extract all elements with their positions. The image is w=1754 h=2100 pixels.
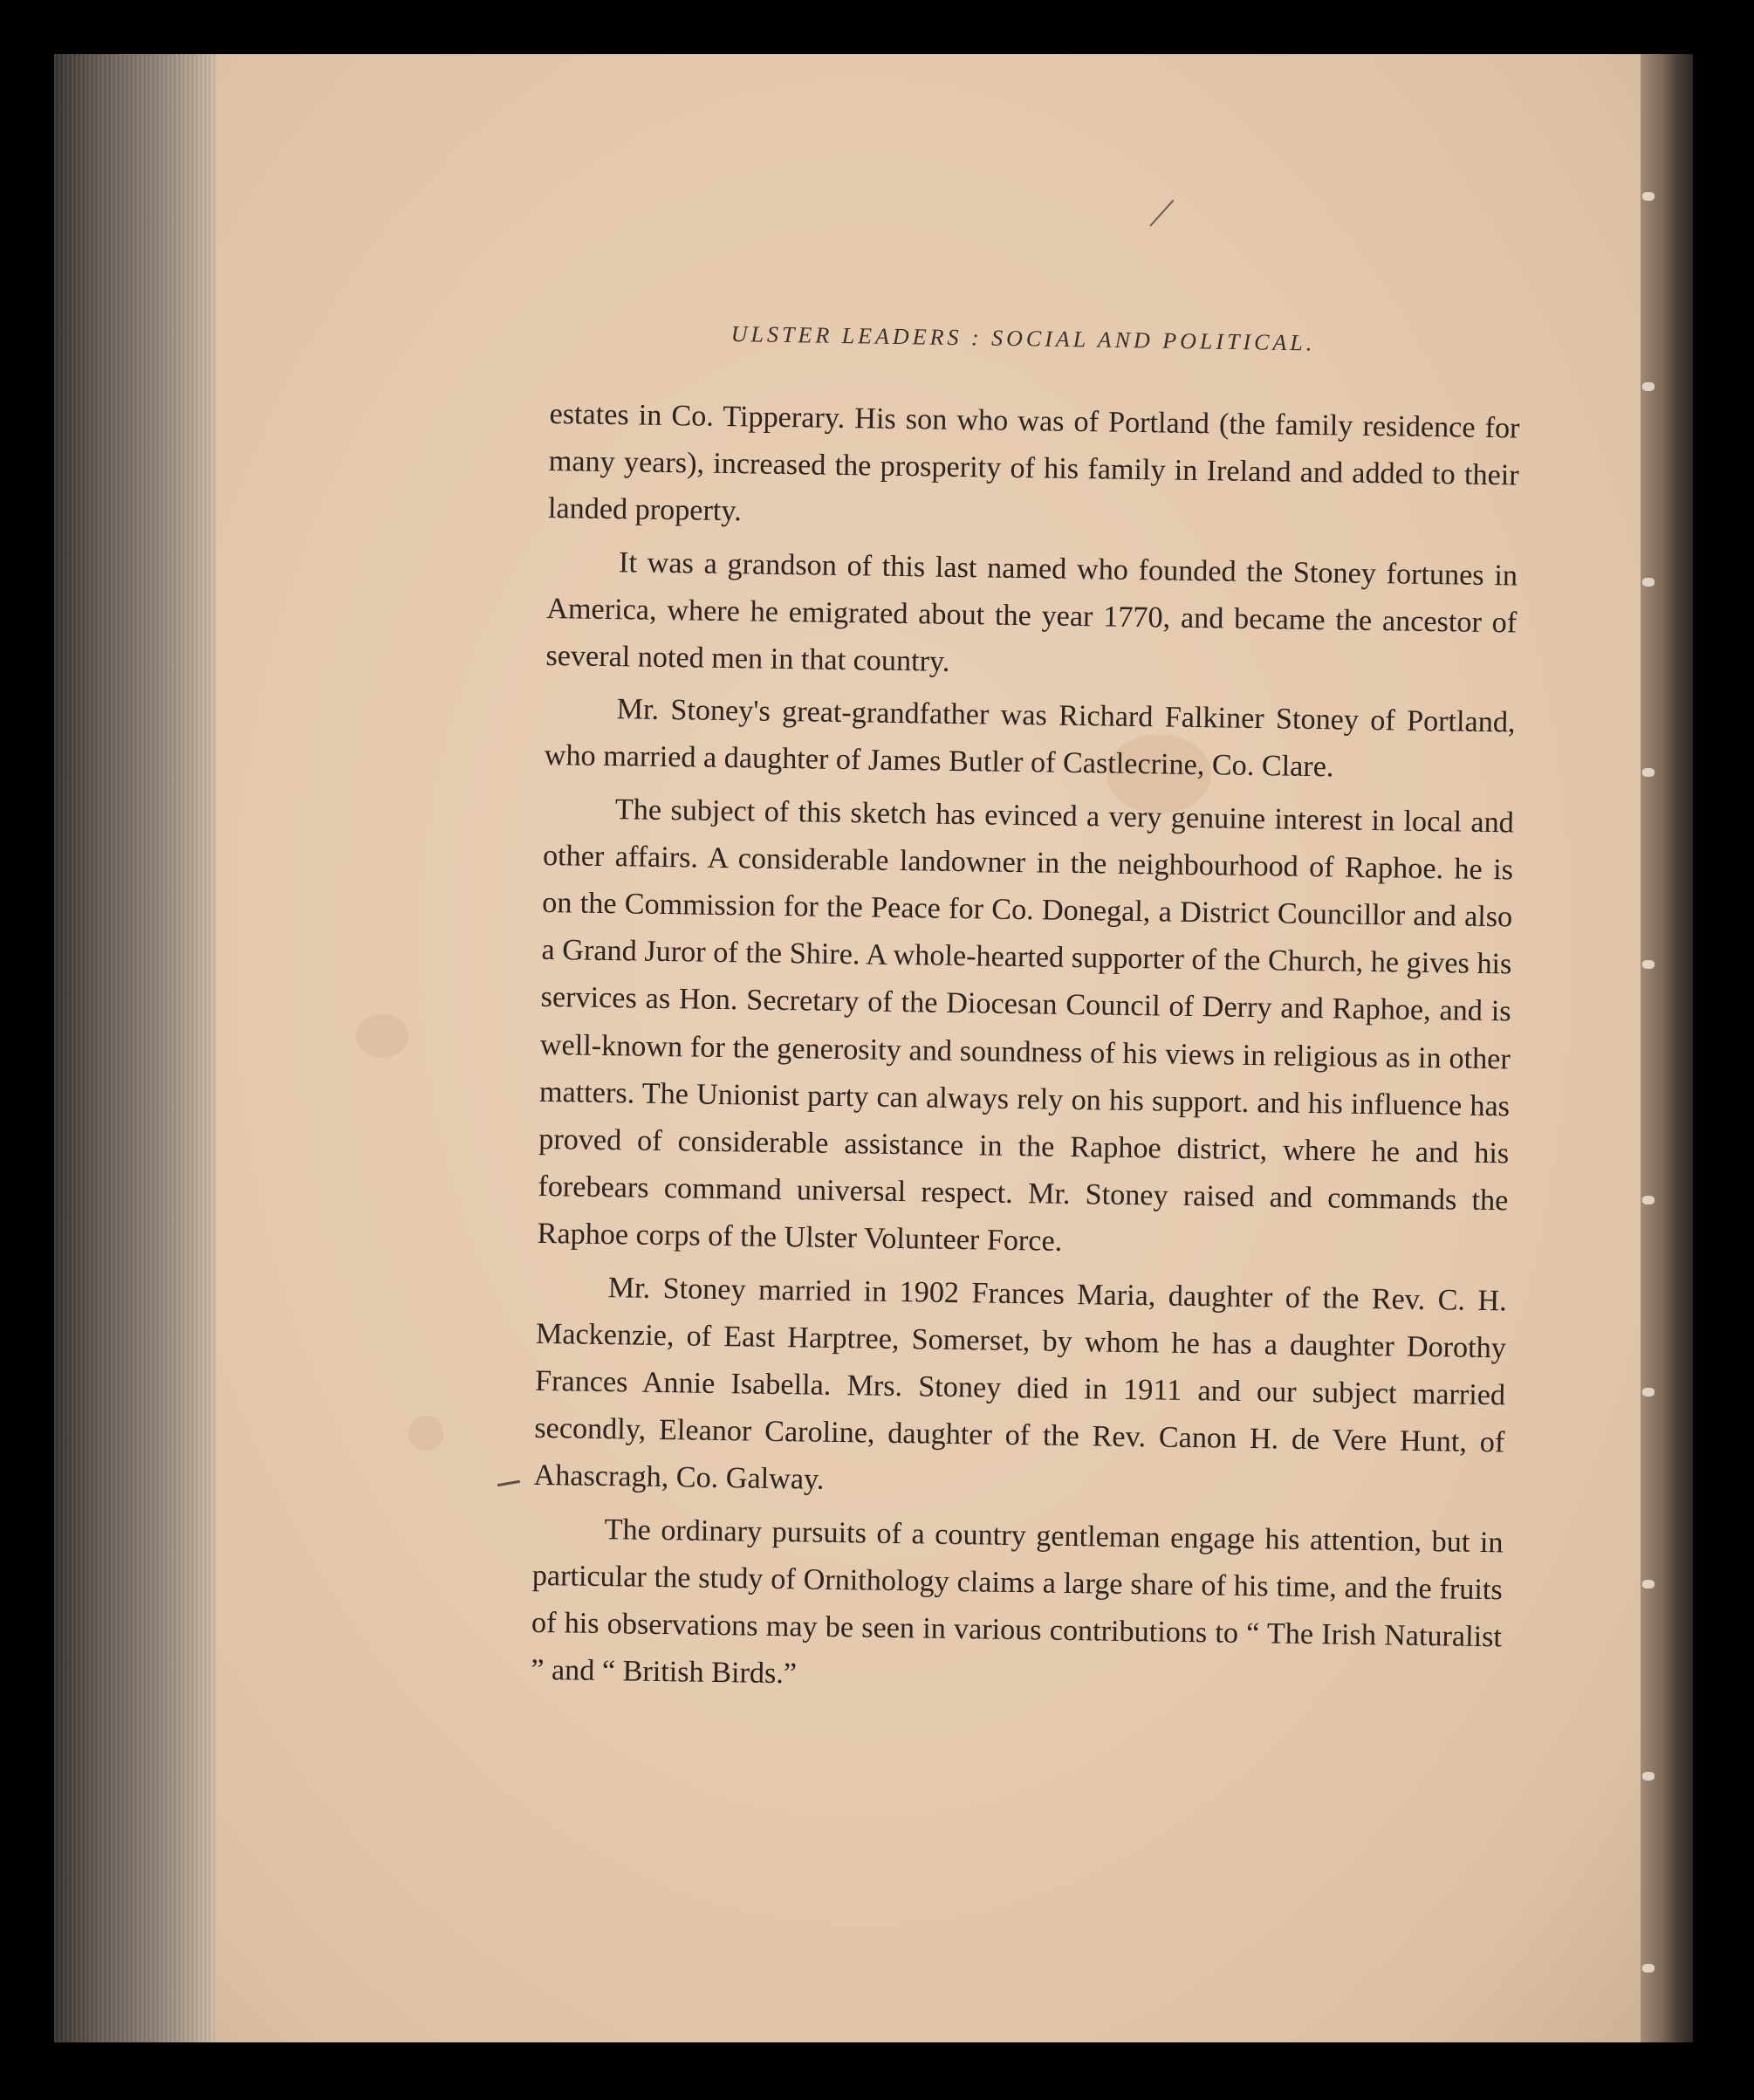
binding-notch [1642, 1772, 1655, 1781]
binding-notch [1642, 192, 1655, 201]
binding-notch [1642, 1388, 1655, 1397]
paragraph: Mr. Stoney's great-grandfather was Richard Falkiner Stoney of Portland, who married a daughter of James Butler of Castlecrine, Co. Clare. [544, 693, 1516, 784]
binding-notch [1642, 382, 1655, 391]
running-head: ULSTER LEADERS : SOCIAL AND POLITICAL. [730, 321, 1316, 356]
paragraph: It was a grandson of this last named who founded the Stoney fortunes in America, where he emigrated about the year 1770, and became the ancestor of several noted men in that country. [545, 546, 1518, 678]
paragraph: Mr. Stoney married in 1902 Frances Maria, daughter of the Rev. C. H. Mackenzie, of East Harptree, Somerset, by whom he has a daughter Dorothy Frances Annie Isabella. Mrs. Stoney died in 1911 and our subject married secondly, Eleanor Caroline, daughter of the Rev. Canon H. de Vere Hunt, of Ahascragh, Co. Galway. [533, 1271, 1507, 1497]
binding-notch [1642, 578, 1655, 587]
paragraph: estates in Co. Tipperary. His son who was of Portland (the family residence for many years), increased the prosperity of his family in Ireland and added to their landed property. [547, 397, 1520, 528]
binding-notch [1642, 960, 1655, 969]
binding-notch [1642, 1580, 1655, 1589]
paragraph: The subject of this sketch has evinced a very genuine interest in local and other affairs. A considerable landowner in the neighbourhood of Raphoe. he is on the Commission for the Peace for Co. Donegal, a District Councillor and also a Grand Juror of the Shire. A whole-hearted supporter of the Church, he gives his services as Hon. Secretary of the Diocesan Council of Derry and Raphoe, and is well-known for the generosity and soundness of his views in religious as in other matters. The Unionist party can always rely on his support. and his influence has proved of considerable assistance in the Raphoe district, where he and his forebears command universal respect. Mr. Stoney raised and commands the Raphoe corps of the Ulster Volunteer Force. [537, 793, 1515, 1259]
binding-notch [1642, 768, 1655, 777]
page-stack-edges [54, 54, 220, 2042]
foxing-spot [356, 1014, 408, 1058]
paragraph: The ordinary pursuits of a country gentleman engage his attention, but in particular the study of Ornithology claims a large share of his time, and the fruits of his observations may be seen in various contributions to “ The Irish Naturalist ” and “ British Birds.” [530, 1513, 1504, 1691]
book-binding [1641, 54, 1693, 2042]
body-text [531, 391, 1520, 1714]
binding-notch [1642, 1196, 1655, 1204]
binding-notch [1642, 1964, 1655, 1973]
foxing-spot [408, 1416, 443, 1451]
